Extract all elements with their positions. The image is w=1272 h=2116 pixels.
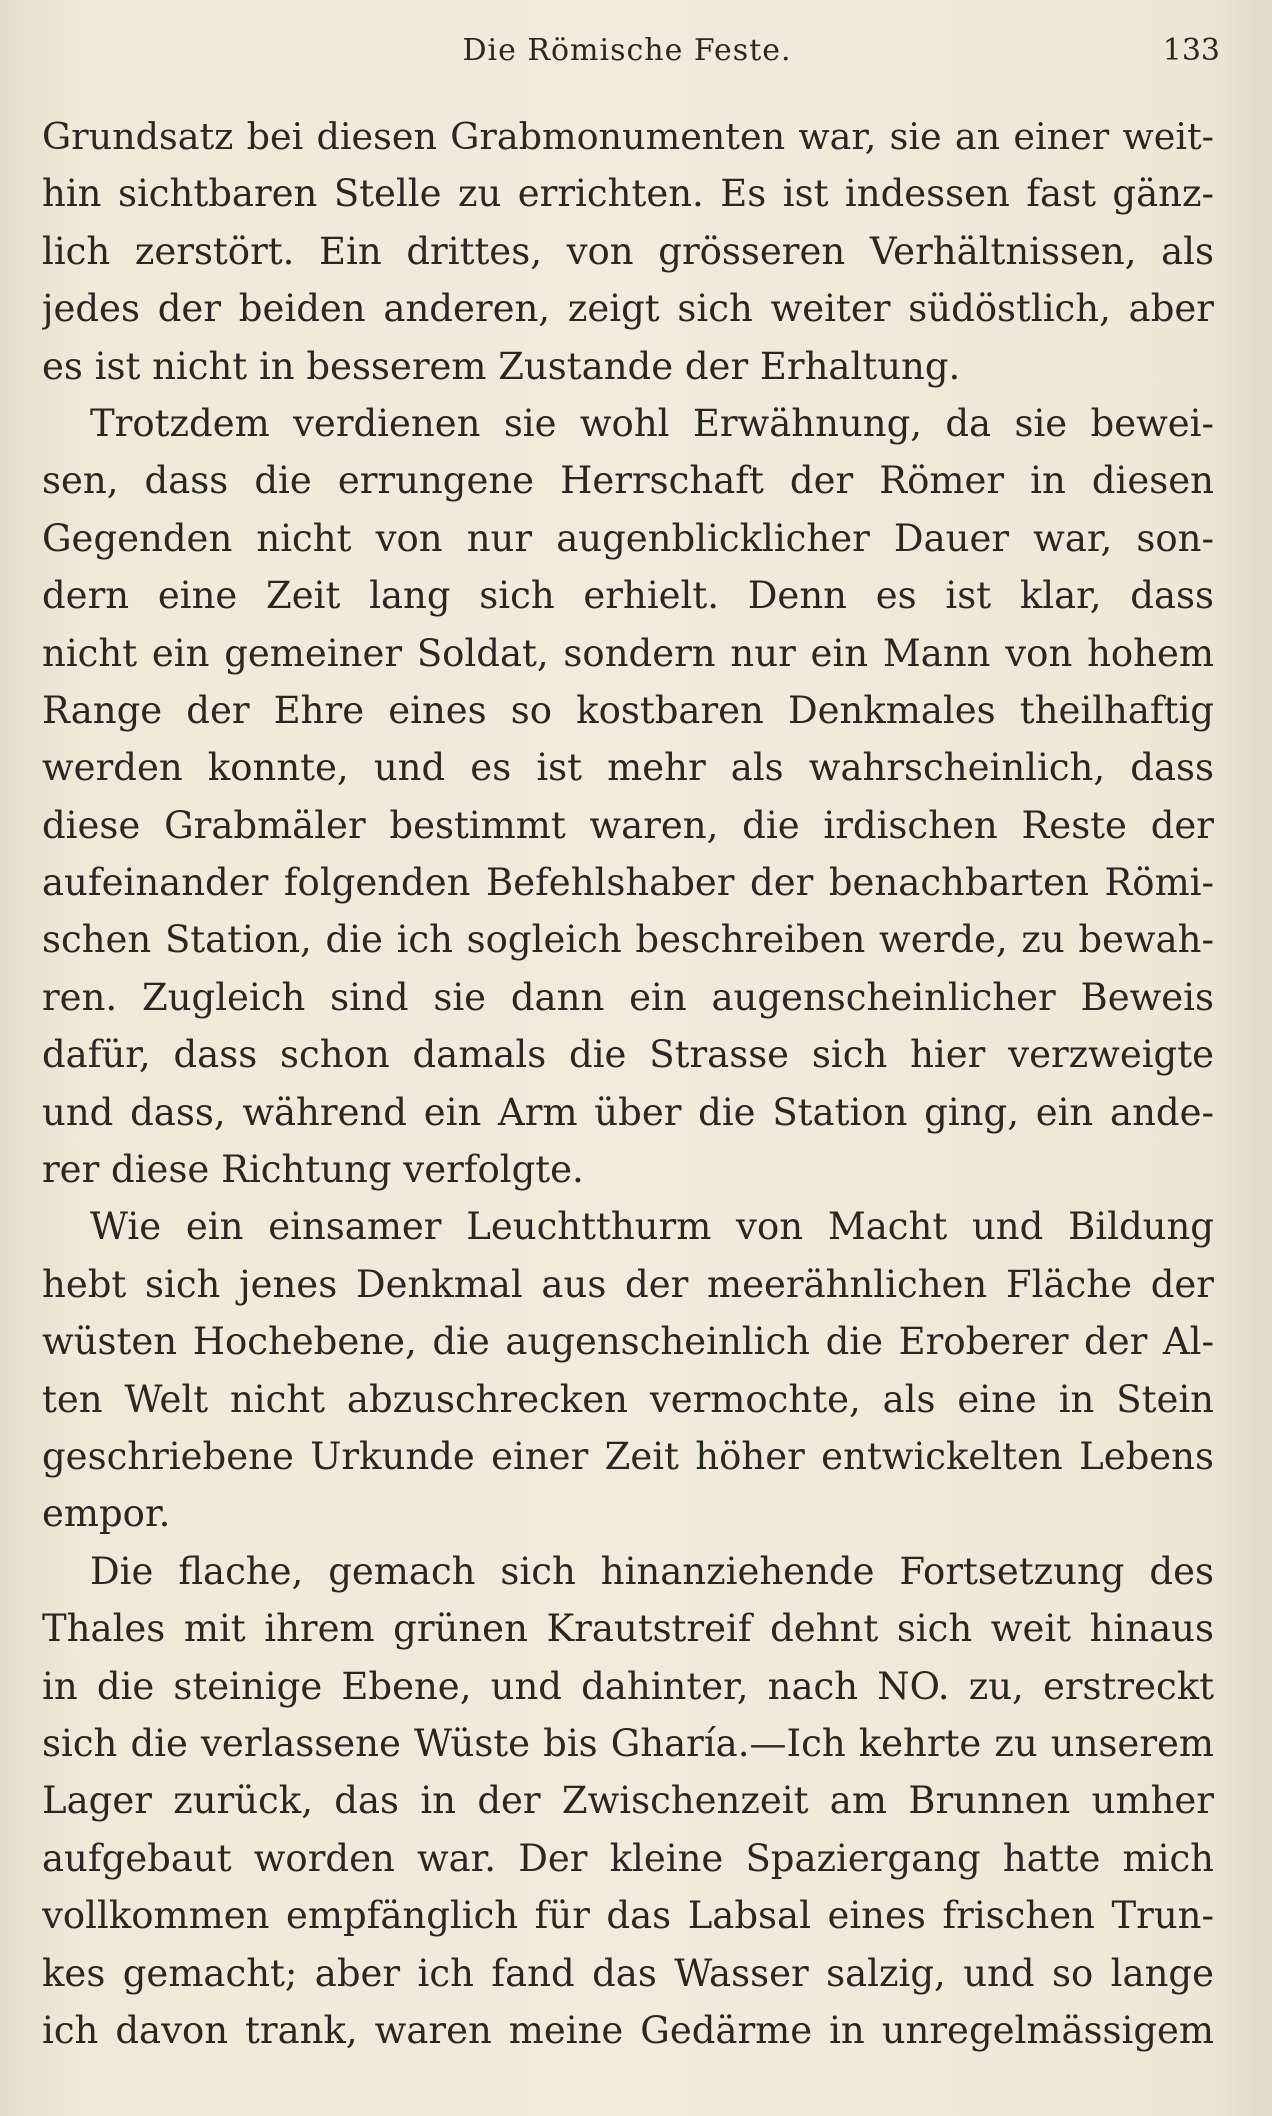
text-line: Gegenden nicht von nur augenblicklicher Dauer war, son- — [42, 516, 1214, 560]
text-line: vollkommen empfänglich für das Labsal eines frischen Trun- — [42, 1894, 1214, 1938]
text-line: ten Welt nicht abzuschrecken vermochte, als eine in Stein — [42, 1377, 1214, 1421]
text-line: es ist nicht in besserem Zustande der Erhaltung. — [42, 344, 961, 388]
text-line: geschriebene Urkunde einer Zeit höher entwickelten Lebens — [42, 1434, 1214, 1478]
text-line: ren. Zugleich sind sie dann ein augenscheinlicher Beweis — [42, 975, 1214, 1019]
text-line: kes gemacht; aber ich fand das Wasser salzig, und so lange — [42, 1951, 1214, 1995]
paragraph-start-line: Die flache, gemach sich hinanziehende Fortsetzung des — [90, 1549, 1214, 1593]
text-line: hebt sich jenes Denkmal aus der meerähnlichen Fläche der — [42, 1262, 1214, 1306]
text-line: lich zerstört. Ein drittes, von grösseren Verhältnissen, als — [42, 229, 1214, 273]
text-line: rer diese Richtung verfolgte. — [42, 1148, 584, 1192]
text-line: nicht ein gemeiner Soldat, sondern nur ein Mann von hohem — [42, 631, 1214, 675]
paragraph-start-line: Trotzdem verdienen sie wohl Erwähnung, da sie bewei- — [90, 401, 1214, 445]
text-line: Lager zurück, das in der Zwischenzeit am Brunnen umher — [42, 1779, 1214, 1823]
text-line: Grundsatz bei diesen Grabmonumenten war, sie an einer weit- — [42, 115, 1214, 158]
text-line: aufgebaut worden war. Der kleine Spaziergang hatte mich — [42, 1836, 1214, 1880]
text-line: schen Station, die ich sogleich beschreiben werde, zu bewah- — [42, 918, 1214, 962]
page-number: 133 — [1162, 33, 1220, 68]
text-line: empor. — [42, 1492, 171, 1536]
text-line: werden konnte, und es ist mehr als wahrscheinlich, dass — [42, 746, 1214, 790]
running-header — [0, 26, 1272, 76]
text-line: sen, dass die errungene Herrschaft der Römer in diesen — [42, 459, 1214, 503]
text-line: wüsten Hochebene, die augenscheinlich die Eroberer der Al- — [42, 1320, 1214, 1364]
text-line: ich davon trank, waren meine Gedärme in unregelmässigem — [42, 2008, 1214, 2052]
text-line: Range der Ehre eines so kostbaren Denkmales theilhaftig — [42, 688, 1214, 732]
paragraph-start-line: Wie ein einsamer Leuchtthurm von Macht und Bildung — [90, 1205, 1214, 1249]
text-line: diese Grabmäler bestimmt waren, die irdischen Reste der — [42, 803, 1214, 847]
text-line: hin sichtbaren Stelle zu errichten. Es ist indessen fast gänz- — [42, 172, 1214, 216]
text-line: Thales mit ihrem grünen Krautstreif dehnt sich weit hinaus — [42, 1607, 1214, 1651]
text-line: dern eine Zeit lang sich erhielt. Denn es ist klar, dass — [42, 574, 1214, 618]
text-line: dafür, dass schon damals die Strasse sich hier verzweigte — [42, 1033, 1214, 1077]
text-line: und dass, während ein Arm über die Station ging, ein ande- — [42, 1090, 1214, 1134]
text-line: aufeinander folgenden Befehlshaber der benachbarten Römi- — [42, 861, 1214, 905]
text-line: sich die verlassene Wüste bis Gharía.—Ich kehrte zu unserem — [42, 1721, 1214, 1765]
text-line: jedes der beiden anderen, zeigt sich weiter südöstlich, aber — [42, 287, 1214, 331]
body-text — [42, 108, 1214, 2059]
running-title: Die Römische Feste. — [462, 33, 792, 68]
text-line: in die steinige Ebene, und dahinter, nach NO. zu, erstreckt — [42, 1664, 1214, 1708]
